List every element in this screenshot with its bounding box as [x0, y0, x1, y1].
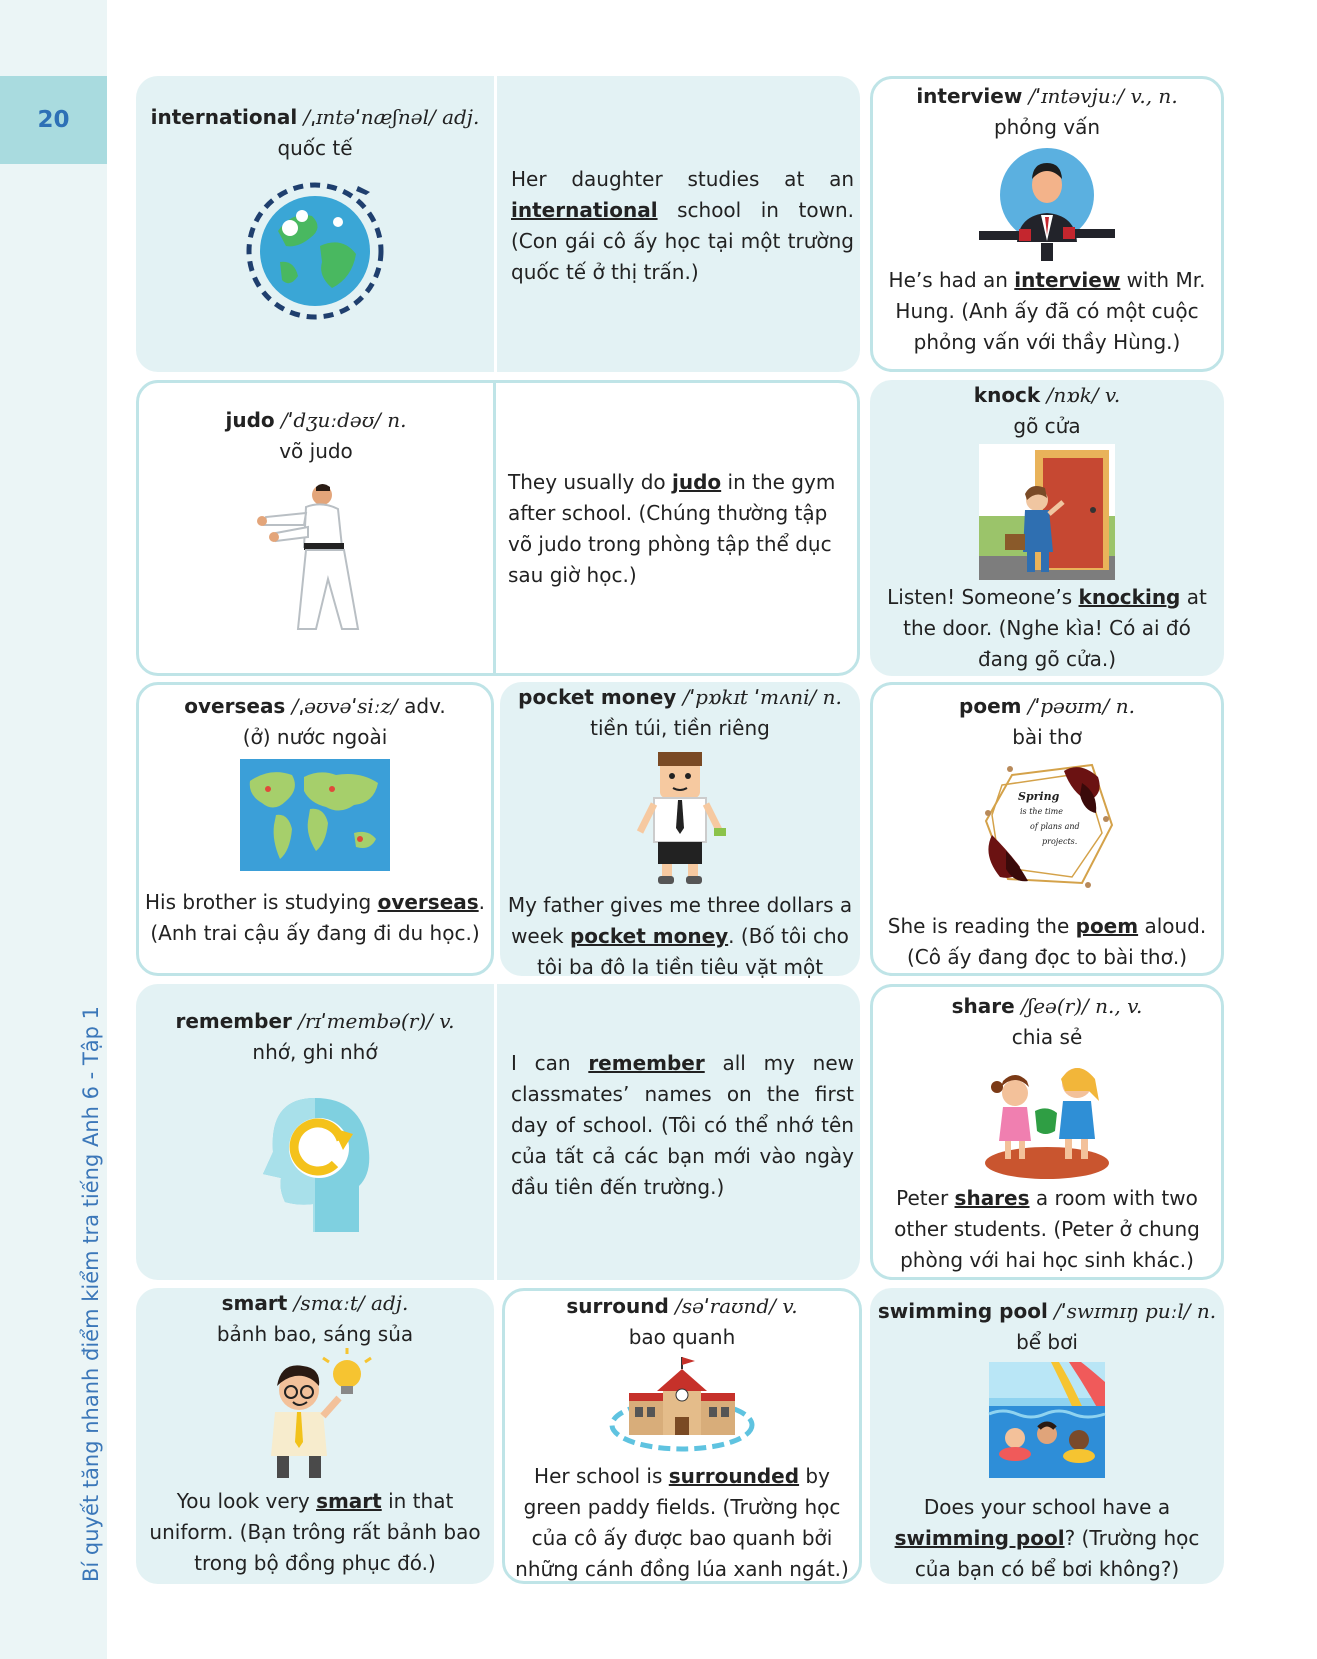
word-heading: share /ʃeə(r)/ n., v. [951, 994, 1143, 1018]
book-title: Bí quyết tăng nhanh điểm kiểm tra tiếng Anh 6 - Tập 1 [79, 1005, 103, 1582]
word-heading: poem /ˈpəʊɪm/ n. [959, 694, 1135, 718]
card-international-left [136, 76, 494, 372]
card-share-content [873, 987, 1221, 1277]
word-heading: overseas /ˌəʊvəˈsiːz/ adv. [184, 694, 446, 718]
word-meaning: quốc tế [277, 136, 353, 160]
example-sentence: They usually do judo in the gym after school. (Chúng thường tập võ judo trong phòng tập thể dục sau giờ học.) [508, 470, 836, 587]
card-surround-content [505, 1291, 859, 1581]
word-heading: remember /rɪˈmembə(r)/ v. [175, 1009, 455, 1033]
word-heading: knock /nɒk/ v. [973, 383, 1121, 407]
card-poem [870, 682, 1224, 976]
example-sentence: His brother is studying overseas. (Anh trai cậu ấy đang đi du học.) [145, 890, 486, 945]
word-meaning: tiền túi, tiền riêng [590, 716, 770, 740]
word-meaning: (ở) nước ngoài [242, 725, 388, 749]
example-sentence: You look very smart in that uniform. (Bạn trông rất bảnh bao trong bộ đồng phục đó.) [149, 1489, 481, 1575]
world-map-icon [240, 759, 390, 871]
card-poem-content [873, 685, 1221, 973]
door-knock-icon [979, 444, 1115, 580]
example-sentence: Her school is surrounded by green paddy fields. (Trường học của cô ấy được bao quanh bởi những cánh đồng lúa xanh ngát.) [515, 1464, 849, 1581]
page-number: 20 [37, 107, 70, 133]
card-smart [136, 1288, 494, 1584]
card-international [136, 76, 860, 372]
card-judo-right [496, 383, 857, 673]
judo-fighter-icon [246, 479, 386, 639]
card-pocket-money [500, 682, 860, 979]
card-remember-left [136, 984, 494, 1280]
word-meaning: nhớ, ghi nhớ [252, 1040, 378, 1064]
card-swimming-pool [870, 1288, 1224, 1584]
word-heading: swimming pool /ˈswɪmɪŋ puːl/ n. [877, 1299, 1217, 1323]
card-swimming-content [870, 1288, 1224, 1584]
word-meaning: bài thơ [1012, 725, 1082, 749]
card-interview-content [873, 79, 1221, 369]
school-building-icon [607, 1355, 757, 1455]
example-sentence: Does your school have a swimming pool? (Trường học của bạn có bể bơi không?) [894, 1495, 1200, 1581]
word-meaning: bảnh bao, sáng sủa [216, 1322, 414, 1346]
word-heading: smart /smɑːt/ adj. [221, 1291, 409, 1315]
example-sentence: Peter shares a room with two other students. (Peter ở chung phòng với hai học sinh khác.) [894, 1186, 1200, 1272]
children-sharing-icon [977, 1057, 1117, 1181]
example-sentence: She is reading the poem aloud. (Cô ấy đang đọc to bài thơ.) [887, 914, 1207, 969]
card-overseas [136, 682, 494, 976]
boy-with-money-icon [632, 748, 728, 886]
card-judo-left [139, 383, 493, 673]
poem-text: Spring is the time of plans and projects. [1018, 790, 1080, 846]
card-international-right [497, 76, 860, 372]
word-meaning: bao quanh [628, 1325, 736, 1349]
poem-wreath-icon [972, 755, 1122, 891]
example-sentence: My father gives me three dollars a week pocket money. (Bố tôi cho tôi ba đô la tiền tiêu vặt một [507, 893, 853, 979]
word-meaning: phỏng vấn [993, 115, 1101, 139]
example-sentence: Her daughter studies at an international school in town. (Con gái cô ấy học tại một trường quốc tế ở thị trấn.) [511, 167, 854, 284]
word-heading: surround /səˈraʊnd/ v. [566, 1294, 798, 1318]
page-number-tab [0, 76, 107, 164]
word-meaning: võ judo [279, 439, 353, 463]
example-sentence: Listen! Someone’s knocking at the door. (Nghe kìa! Có ai đó đang gõ cửa.) [887, 585, 1207, 671]
smart-boy-idea-icon [255, 1352, 375, 1482]
word-heading: pocket money /ˈpɒkɪt ˈmʌni/ n. [518, 685, 842, 709]
example-sentence: He’s had an interview with Mr. Hung. (Anh ấy đã có một cuộc phỏng vấn với thầy Hùng.) [888, 268, 1206, 354]
card-interview [870, 76, 1224, 372]
card-pocket-content [500, 682, 860, 979]
word-heading: judo /ˈdʒuːdəʊ/ n. [225, 408, 407, 432]
card-remember [136, 984, 860, 1280]
globe-icon [240, 176, 390, 326]
word-heading: interview /ˈɪntəvjuː/ v., n. [916, 84, 1178, 108]
card-knock-content [870, 380, 1224, 676]
word-meaning: chia sẻ [1011, 1025, 1083, 1049]
word-heading: international /ˌɪntəˈnæʃnəl/ adj. [150, 105, 480, 129]
word-meaning: gõ cửa [1013, 414, 1081, 438]
interview-icon [977, 145, 1117, 265]
card-overseas-content [139, 685, 491, 973]
card-remember-right [497, 984, 860, 1280]
card-judo [136, 380, 860, 676]
card-knock [870, 380, 1224, 676]
word-meaning: bể bơi [1016, 1330, 1078, 1354]
card-surround [502, 1288, 862, 1584]
head-memory-icon [255, 1094, 375, 1234]
example-sentence: I can remember all my new classmates’ names on the first day of school. (Tôi có thể nhớ tên của tất cả các bạn mới vào ngày đầu tiên đến trường.) [511, 1051, 854, 1199]
card-smart-content [136, 1288, 494, 1584]
swimming-pool-icon [989, 1362, 1105, 1478]
card-share [870, 984, 1224, 1280]
